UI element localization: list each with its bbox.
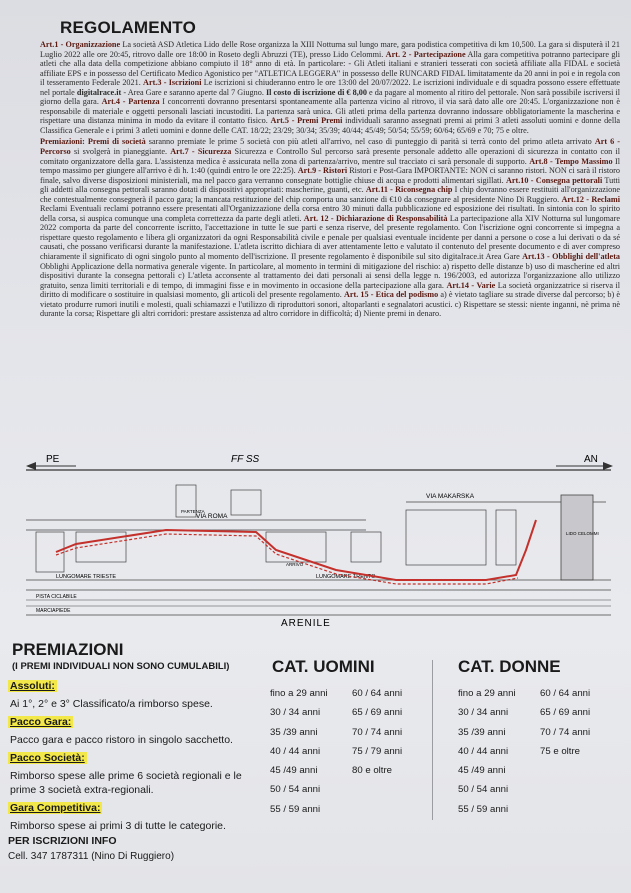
age-category: 45 /49 anni bbox=[458, 765, 506, 777]
art13-text: Obblighi Applicazione della normativa generale vigente. In particolare, al momento in termini di mitigazione del rischio: a) rispetto delle distanze b) uso di mascherine ed altri dispositivi durante la consegna pettorali c) L'atleta acconsente al trattamento dei dati personali ai sensi della legge n. 196/2003, ed autorizza l'organizzazione allo utilizzo gratuito, senza limiti territoriali e di tempo, di immagini fisse e in movimento in occasione della partecipazione alla gara. bbox=[40, 261, 620, 290]
via-roma-label: VIA ROMA bbox=[196, 513, 228, 520]
regulations-text bbox=[40, 40, 620, 321]
art9-heading: Art.9 - Ristori bbox=[297, 166, 348, 176]
ffss-label: FF SS bbox=[231, 454, 260, 465]
prize-section-label: Gara Competitiva: bbox=[10, 802, 101, 814]
partenza-label: PARTENZA bbox=[181, 509, 205, 514]
art8-text: Il tempo massimo per giungere all'arrivo è di h. 1:40 (quindi entro le ore 22:25). bbox=[40, 156, 620, 176]
art15-text: a) è vietato tagliare su strade diverse dal percorso; b) è vietato produrre rumori inutili e molesti, quali schiamazzi e l'utilizzo di riproduttori sonori, altoparlanti e segnalatori acustici. c) Rispettare se stessi: niente inganni, nè prima nè durante la corsa; Rispettare gli altri corridori: prestare assistenza ad altro corridore in difficoltà; d) Niente premi in denaro. bbox=[40, 290, 621, 319]
art6-heading: Art 6 - Percorso bbox=[40, 137, 621, 157]
age-category: 60 / 64 anni bbox=[352, 688, 403, 699]
age-category: 75 / 79 anni bbox=[352, 745, 403, 757]
art14-text: La società organizzatrice si riserva il diritto di modificare o sostituire in qualsiasi momento, gli articoli del presente regolamento. bbox=[40, 280, 621, 300]
pista-ciclabile-label: PISTA CICLABILE bbox=[36, 594, 77, 600]
route-map bbox=[16, 440, 616, 630]
age-category: 30 / 34 anni bbox=[458, 707, 509, 719]
map-block bbox=[231, 490, 261, 515]
arenile-label: ARENILE bbox=[281, 618, 331, 629]
art12b-text: La partecipazione alla XIV Notturna sul lungomare 2022 comporta da parte del concorrente iscritto, l'accettazione in tutte le sue parti e senza riserve, del presente regolamento. Con l'iscrizione ogni concorrente si impegna a rispettare questo regolamento e libera gli organizzatori da ogni Responsabilità civile e penale per qualsiasi eventuale incidente per danni a persone o cose a lui derivati o da sé causati, che possano verificarsi durante la manifestazione. L'atleta iscritto dichiara di aver attentamente letto e valutato il contenuto del presente documento e di aver compreso chiaramente il significato di ogni singolo punto al momento dell'iscrizione. Il presente regolamento è disponibile sul sito digitalrace.it Area Gare bbox=[40, 213, 620, 262]
uomini-col-2 bbox=[352, 688, 402, 784]
pe-arrow-head bbox=[26, 462, 36, 470]
info-title: PER ISCRIZIONI INFO bbox=[8, 835, 117, 847]
art4-text: I concorrenti dovranno presentarsi spontaneamente alla partenza vicino al ritrovo, il via sarà dato alle ore 20:45. L'organizzazione non è responsabile di materiale e oggetti personali lasciati incustoditi. La partenza sarà unica. Gli atleti prima della partenza dovranno indossare obbligatoriamente la mascherina e rispettare una distanza minima in modo da evitare il contatto fisico. bbox=[40, 97, 621, 126]
art15-heading: Art. 15 - Etica del podismo bbox=[343, 290, 439, 300]
art1-heading: Art.1 - Organizzazione bbox=[40, 40, 121, 49]
age-category: 70 / 74 anni bbox=[352, 726, 403, 738]
age-category: fino a 29 anni bbox=[270, 688, 328, 699]
prize-section-label: Pacco Società: bbox=[10, 752, 85, 764]
premiazioni-heading: Premiazioni: Premi di società bbox=[40, 137, 146, 147]
contact-phone: Cell. 347 1787311 (Nino Di Ruggiero) bbox=[8, 851, 175, 862]
an-arrow-head bbox=[603, 462, 613, 470]
art9-text: Ristori e Post-Gara IMPORTANTE: NON ci saranno ristori. NON ci sarà il ristoro finale, salvo diverse disposizioni ministeriali, ma nel pacco gara verranno consegnate bottiglie chiuse di acqua e prodotti alimentari sigillati. bbox=[40, 166, 621, 185]
art7-text: Sicurezza e Controllo Sul percorso sarà presente personale addetto alle operazioni di sicurezza in contatto con il comitato organizzatore della gara. L'assistenza medica è assicurata nella zona di partenza/arrivo, mentre sul tracciato ci sarà personale di supporto. bbox=[40, 147, 621, 166]
age-category: 30 / 34 anni bbox=[270, 707, 321, 719]
prize-section-label: Pacco Gara: bbox=[10, 716, 72, 728]
art11-heading: Art.11 - Riconsegna chip bbox=[365, 185, 453, 195]
map-block bbox=[351, 532, 381, 562]
arrivo-label: ARRIVO bbox=[286, 562, 304, 567]
age-category: fino a 29 anni bbox=[458, 688, 516, 699]
age-category: 80 e oltre bbox=[352, 765, 393, 777]
donne-col-1 bbox=[458, 688, 516, 823]
age-category: 65 / 69 anni bbox=[352, 707, 403, 719]
age-category: 55 / 59 anni bbox=[458, 803, 509, 815]
age-category: 50 / 54 anni bbox=[270, 784, 321, 796]
art6-text: si svolgerà in pianeggiante. bbox=[70, 147, 168, 157]
prize-section-text: Rimborso spese ai primi 3 di tutte le categorie. bbox=[10, 820, 226, 832]
art5-text: individuali saranno assegnati premi ai primi 3 atleti assoluti uomini e donne della Classifica Generale e i primi 3 atleti uomini e donne delle CAT. 18/22; 23/29; 30/34; 35/39; 40/44; 45/49; 50/54; 55/59; 60/64; 65/69 e 70; 75 e oltre. bbox=[40, 116, 620, 135]
premiazioni-title: PREMIAZIONI bbox=[12, 640, 124, 659]
prize-section-text: Pacco gara e pacco ristoro in singolo sacchetto. bbox=[10, 734, 233, 746]
art13-heading: Art.13 - Obblighi dell'atleta bbox=[522, 252, 621, 262]
lungomare-trento-label: LUNGOMARE TRENTO bbox=[316, 574, 376, 580]
donne-col-2 bbox=[540, 688, 590, 765]
registration-cost: Il costo di iscrizione di € 8,00 bbox=[265, 87, 367, 97]
premiazioni-text: saranno premiate le prime 5 società con più atleti all'arrivo, nel caso di punteggio di parità si terrà conto del primo atleta arrivato bbox=[145, 137, 592, 147]
age-category: 40 / 44 anni bbox=[270, 745, 321, 757]
art1-text: La società ASD Atletica Lido delle Rose organizza la XIII Notturna sul lungo mare, gara podistica competitiva di km 10,500. La gara si disputerà il 21 Luglio 2022 alle ore 20:45, ritrovo dalle ore 18:00 in Roseto degli Abruzzi (TE), presso Lido Celommi. bbox=[40, 40, 620, 59]
category-divider bbox=[432, 660, 433, 820]
portal-link: digitalrace.it bbox=[76, 87, 122, 97]
premiazioni-note: (I PREMI INDIVIDUALI NON SONO CUMULABILI) bbox=[12, 661, 230, 672]
age-category: 60 / 64 anni bbox=[540, 688, 591, 699]
art7-heading: Art.7 - Sicurezza bbox=[170, 147, 232, 157]
art8-heading: Art.8 - Tempo Massimo bbox=[529, 156, 613, 166]
art3-text-b: - Area Gare e saranno aperte dal 7 Giugno. bbox=[121, 87, 266, 97]
lido-celommi-block bbox=[561, 495, 593, 580]
lido-celommi-label: LIDO CELOMMI bbox=[566, 531, 599, 536]
art12b-heading: Art. 12 - Dichiarazione di Responsabilità bbox=[303, 213, 448, 223]
age-category: 40 / 44 anni bbox=[458, 745, 509, 757]
uomini-col-1 bbox=[270, 688, 328, 823]
art2-heading: Art. 2 - Partecipazione bbox=[385, 49, 466, 59]
prize-section-text: Rimborso spese alle prime 6 società regionali e le prime 3 società extra-regionali. bbox=[10, 770, 242, 796]
art14-heading: Art.14 - Varie bbox=[446, 280, 496, 290]
age-category: 75 e oltre bbox=[540, 745, 581, 757]
prize-section-text: Ai 1°, 2° e 3° Classificato/a rimborso spese. bbox=[10, 698, 213, 710]
art4-heading: Art.4 - Partenza bbox=[101, 97, 160, 107]
art2-text: Alla gara competitiva potranno partecipare gli atleti che alla data della competizione abbiano compiuto il 18° anno di età. In particolare: - Gli Atleti italiani e stranieri tesserati con società affiliate alla FIDAL e società affiliate EPS e in possesso del Certificato Medico Agonistico per "ATLETICA LEGGERA" in possesso delle RUNCARD FIDAL limitatamente da 20 anni in poi e in regola con il tesseramento Federale 2021. bbox=[40, 49, 620, 88]
art3-text: Le iscrizioni si chiuderanno entro le ore 13:00 del 20/07/2022. Le iscrizioni individuale e di squadra possono essere effettuate nel portale bbox=[40, 78, 621, 97]
cat-uomini-title: CAT. UOMINI bbox=[272, 657, 375, 676]
race-route-return bbox=[56, 534, 518, 584]
age-category: 55 / 59 anni bbox=[270, 803, 321, 815]
age-category: 35 /39 anni bbox=[458, 726, 506, 738]
an-label: AN bbox=[584, 454, 598, 465]
race-route bbox=[56, 520, 536, 580]
art3-text-c: e da pagare al momento al ritiro del pettorale. Non sarà possibile iscriversi il giorno della gara. bbox=[40, 87, 621, 107]
pe-label: PE bbox=[46, 454, 60, 465]
art10-text: Tutti gli addetti alla consegna pettorali saranno dotati di dispositivi appropriati: mascherine, guanti, etc. bbox=[40, 175, 621, 195]
map-block bbox=[36, 532, 64, 572]
map-block bbox=[406, 510, 486, 565]
via-makarska-label: VIA MAKARSKA bbox=[426, 493, 475, 500]
age-category: 65 / 69 anni bbox=[540, 707, 591, 719]
prize-section-label: Assoluti: bbox=[10, 680, 55, 692]
lungomare-trieste-label: LUNGOMARE TRIESTE bbox=[56, 574, 117, 580]
prizes-list bbox=[8, 675, 268, 833]
marciapiede-label: MARCIAPIEDE bbox=[36, 608, 71, 614]
art12-text: Reclami Eventuali reclami potranno essere presentati all'Organizzazione della corsa entro 30 minuti dalla pubblicazione ed esposizione dei risultati. In sintonia con lo spirito della corsa, si auspica comunque una completa correttezza da parte degli atleti. bbox=[40, 204, 620, 223]
art10-heading: Art.10 - Consegna pettorali bbox=[505, 175, 603, 185]
age-category: 50 / 54 anni bbox=[458, 784, 509, 796]
page-title: REGOLAMENTO bbox=[60, 18, 197, 37]
art12-heading: Art.12 - Reclami bbox=[561, 194, 620, 204]
art3-heading: Art.3 - Iscrizioni bbox=[143, 78, 202, 88]
map-block bbox=[496, 510, 516, 565]
age-category: 45 /49 anni bbox=[270, 765, 318, 777]
cat-donne-title: CAT. DONNE bbox=[458, 657, 561, 676]
age-category: 35 /39 anni bbox=[270, 726, 318, 738]
age-category: 70 / 74 anni bbox=[540, 726, 591, 738]
art5-heading: Art.5 - Premi Premi bbox=[270, 116, 343, 126]
art11-text: I chip dovranno essere restituiti all'organizzazione che contestualmente consegnerà il pacco gara; la mancata restituzione del chip comporta una sanzione di €10 da consegnare al presidente Nino Di Ruggiero. bbox=[40, 185, 620, 204]
